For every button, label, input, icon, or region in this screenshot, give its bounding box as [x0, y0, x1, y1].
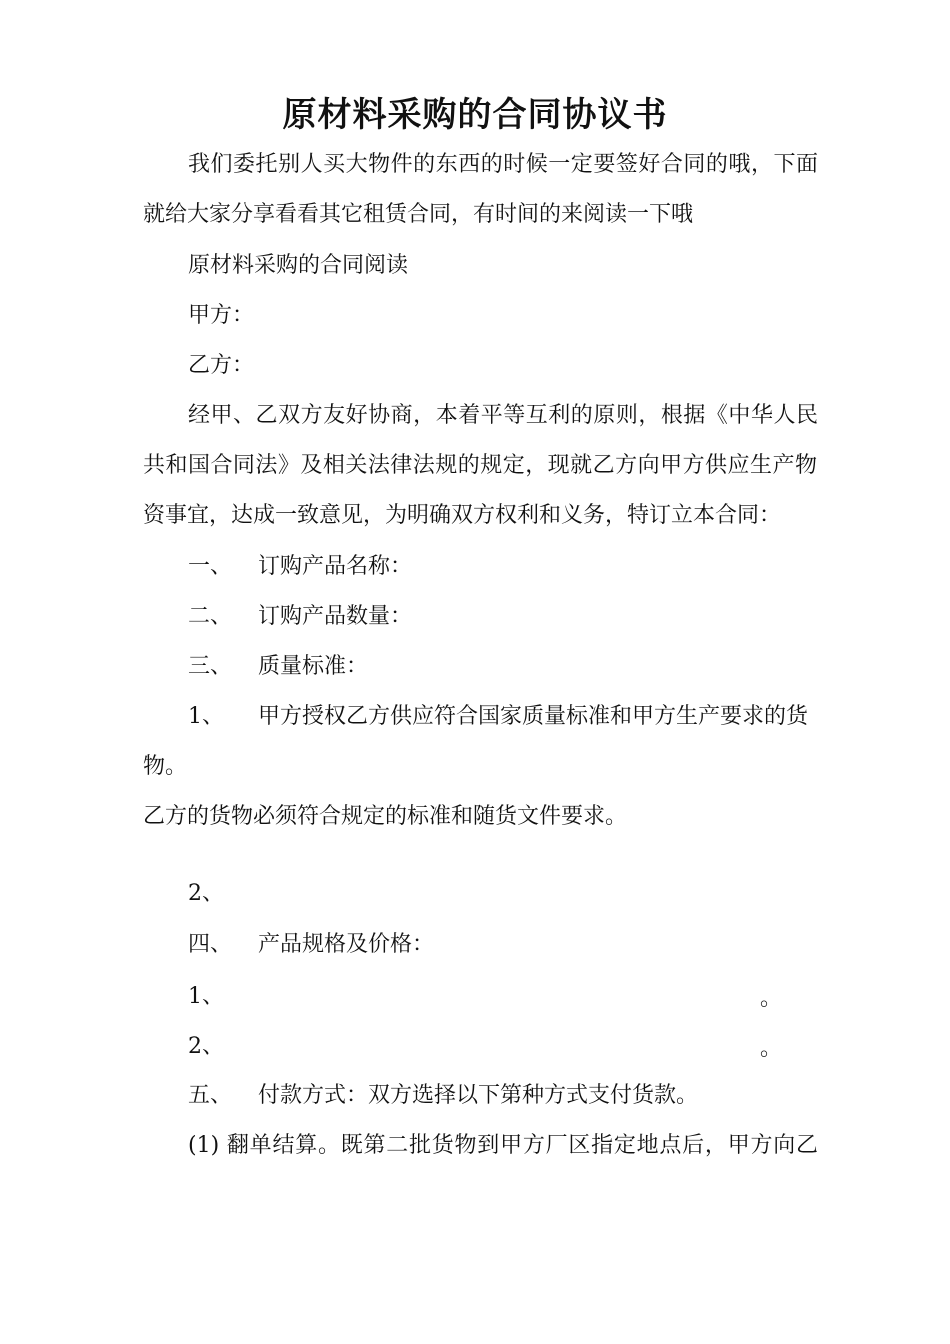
clause-5-number: 五、 — [188, 1083, 233, 1108]
document-title: 原材料采购的合同协议书 — [282, 95, 668, 135]
clause-4-sub-2-number: 2、 — [188, 1034, 224, 1059]
clause-5-text: 付款方式：双方选择以下第种方式支付货款。 — [258, 1083, 699, 1108]
clause-1-number: 一、 — [188, 554, 233, 579]
clause-2 — [188, 602, 868, 632]
clause-2-text: 订购产品数量： — [258, 604, 413, 629]
clause-3-sub-1-continuation: 物。 — [143, 754, 188, 779]
party-a-label: 甲方： — [188, 303, 255, 328]
clause-4-number: 四、 — [188, 932, 233, 957]
clause-3-number: 三、 — [188, 654, 233, 679]
clause-4 — [188, 930, 868, 960]
clause-5 — [188, 1081, 868, 1111]
clause-3-sub-1 — [188, 702, 823, 732]
intro-line-2: 就给大家分享看看其它租赁合同，有时间的来阅读一下哦 — [143, 202, 694, 227]
clause-3-sub-1-number: 1、 — [188, 704, 224, 729]
clause-1-text: 订购产品名称： — [258, 554, 413, 579]
subheading: 原材料采购的合同阅读 — [188, 253, 409, 278]
clause-1 — [188, 552, 868, 582]
clause-3 — [188, 652, 868, 682]
preamble-line-2: 共和国合同法》及相关法律法规的规定，现就乙方向甲方供应生产物 — [143, 453, 817, 478]
clause-3-sub-2-number: 2、 — [188, 881, 224, 906]
intro-line-1: 我们委托别人买大物件的东西的时候一定要签好合同的哦，下面 — [188, 152, 818, 177]
clause-5-sub-1: (1) 翻单结算。既第二批货物到甲方厂区指定地点后，甲方向乙 — [188, 1133, 818, 1158]
clause-3-sub-1-text: 甲方授权乙方供应符合国家质量标准和甲方生产要求的货 — [258, 704, 809, 729]
clause-2-number: 二、 — [188, 604, 233, 629]
preamble-line-3: 资事宜，达成一致意见，为明确双方权利和义务，特订立本合同： — [143, 503, 782, 528]
clause-4-sub-1-end: 。 — [760, 986, 783, 1011]
clause-4-sub-1-number: 1、 — [188, 984, 224, 1009]
clause-3-note: 乙方的货物必须符合规定的标准和随货文件要求。 — [143, 804, 628, 829]
clause-4-sub-2-end: 。 — [760, 1036, 783, 1061]
preamble-line-1: 经甲、乙双方友好协商，本着平等互利的原则，根据《中华人民 — [188, 403, 818, 428]
clause-4-text: 产品规格及价格： — [258, 932, 435, 957]
party-b-label: 乙方： — [188, 353, 255, 378]
clause-3-text: 质量标准： — [258, 654, 369, 679]
